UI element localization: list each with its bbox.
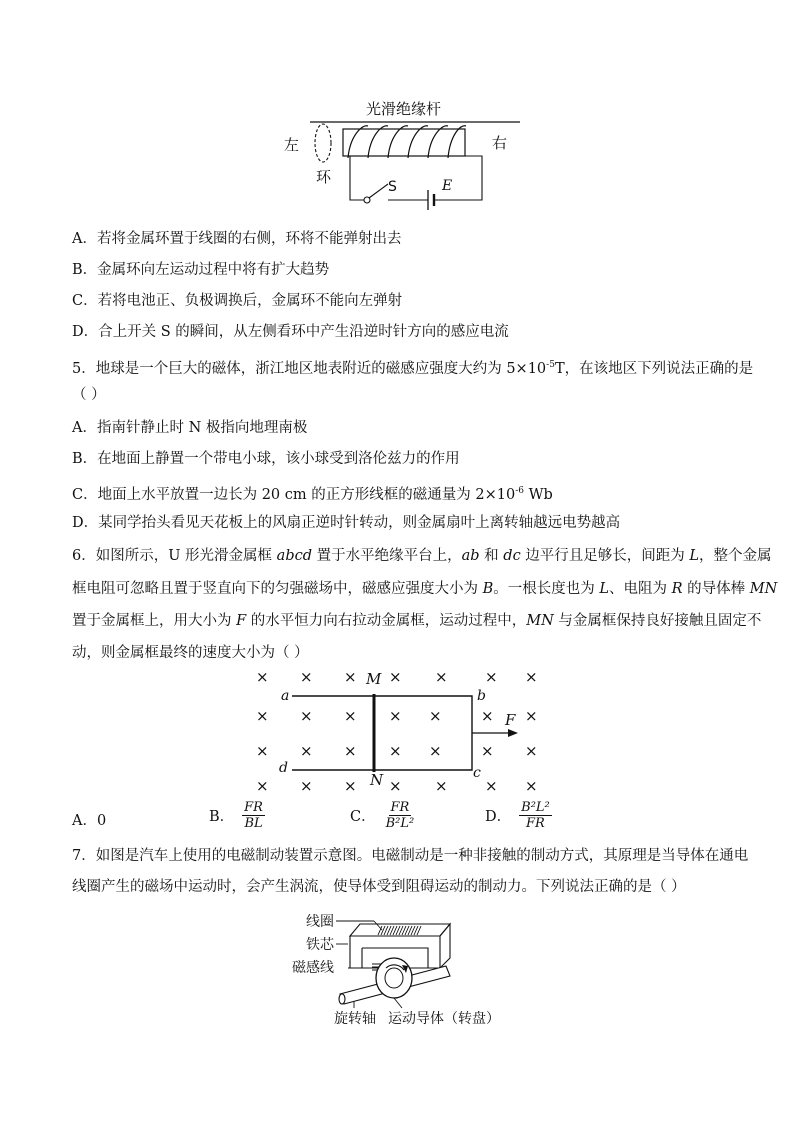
cross: × <box>344 668 357 686</box>
axle-label: 旋转轴 <box>334 1011 376 1026</box>
q7-stem-line2: 线圈产生的磁场中运动时，会产生涡流，使导体受到阻碍运动的制动力。下列说法正确的是（ ） <box>72 879 686 895</box>
q6-stem-line1: 6．如图所示，U 形光滑金属框 abcd 置于水平绝缘平台上，ab 和 dc 边平行且足够长，间距为 L，整个金属 <box>72 548 772 564</box>
cross: × <box>389 668 402 686</box>
cross: × <box>344 707 357 725</box>
label-m: M <box>366 670 382 688</box>
q6-option-b: B． $\frac{FR}{BL}$ <box>209 800 263 831</box>
ring-label: 环 <box>316 168 332 186</box>
fraction: $\frac{FR}{\text{B²L²}}$ <box>385 800 415 831</box>
coil <box>348 126 466 158</box>
metal-ring <box>315 124 331 162</box>
cross: × <box>300 742 313 760</box>
q5-option-a: A．指南针静止时 N 极指向地理南极 <box>72 420 308 436</box>
q5-stem-line2: （ ） <box>72 387 106 403</box>
cross: × <box>256 707 269 725</box>
q6-option-a: A．0 <box>72 813 107 829</box>
figure-ring-coil <box>270 96 540 211</box>
q6-stem-line2: 框电阻可忽略且置于竖直向下的匀强磁场中，磁感应强度大小为 B。一根长度也为 L、电阻为 R 的导体棒 MN <box>72 581 778 597</box>
q6-option-d: D． $\frac{\text{B²L²}}{FR}$ <box>485 800 550 831</box>
q5-option-d: D．某同学抬头看见天花板上的风扇正逆时针转动，则金属扇叶上离转轴越远电势越高 <box>72 515 621 531</box>
cross: × <box>256 777 269 795</box>
switch-label: S <box>388 179 397 195</box>
label-c: c <box>473 765 481 781</box>
rotating-disc <box>376 958 412 998</box>
cross: × <box>435 777 448 795</box>
label-a: a <box>281 688 290 704</box>
label-n: N <box>370 771 384 789</box>
q4-option-d: D．合上开关 S 的瞬间，从左侧看环中产生沿逆时针方向的感应电流 <box>72 324 509 340</box>
cross: × <box>525 777 538 795</box>
cross: × <box>256 742 269 760</box>
q6-option-c: C． $\frac{FR}{\text{B²L²}}$ <box>350 800 415 831</box>
q4-option-a: A．若将金属环置于线圈的右侧，环将不能弹射出去 <box>72 231 402 247</box>
cross: × <box>481 742 494 760</box>
q6-options <box>72 800 732 836</box>
fraction: $\frac{FR}{BL}$ <box>244 800 263 831</box>
q6-stem-line3: 置于金属框上，用大小为 F 的水平恒力向右拉动金属框，运动过程中，MN 与金属框保持良好接触且固定不 <box>72 613 762 629</box>
figure-u-frame <box>246 664 556 796</box>
switch-blade <box>369 184 388 198</box>
u-frame <box>292 696 472 770</box>
iron-core <box>343 129 465 156</box>
cross: × <box>525 668 538 686</box>
cross: × <box>525 707 538 725</box>
cross: × <box>256 668 269 686</box>
core-label: 铁芯 <box>306 937 334 953</box>
coil-windings <box>378 926 421 935</box>
cross: × <box>344 742 357 760</box>
figure-eddy-brake <box>290 906 520 1026</box>
cross: × <box>389 777 402 795</box>
battery-label: E <box>442 178 453 194</box>
cross: × <box>481 707 494 725</box>
q7-stem-line1: 7．如图是汽车上使用的电磁制动装置示意图。电磁制动是一种非接触的制动方式，其原理是当导体在通电 <box>72 848 749 864</box>
cross: × <box>485 668 498 686</box>
cross: × <box>435 668 448 686</box>
cross: × <box>389 707 402 725</box>
cross: × <box>525 742 538 760</box>
right-label: 右 <box>492 134 508 152</box>
cross: × <box>300 668 313 686</box>
cross: × <box>344 777 357 795</box>
fraction: $\frac{\text{B²L²}}{FR}$ <box>521 800 550 831</box>
q4-option-b: B．金属环向左运动过程中将有扩大趋势 <box>72 262 330 278</box>
conductor-label: 运动导体（转盘） <box>388 1011 500 1026</box>
label-d: d <box>279 760 288 776</box>
q4-option-c: C．若将电池正、负极调换后，金属环不能向左弹射 <box>72 293 403 309</box>
label-b: b <box>477 688 486 704</box>
cross: × <box>429 742 442 760</box>
q5-option-b: B．在地面上静置一个带电小球，该小球受到洛伦兹力的作用 <box>72 451 460 467</box>
cross: × <box>300 777 313 795</box>
rod-label: 光滑绝缘杆 <box>366 100 442 118</box>
cross: × <box>485 777 498 795</box>
q5-option-c: C．地面上水平放置一边长为 20 cm 的正方形线框的磁通量为 $2\times 10^{-6}$ Wb <box>72 486 553 503</box>
field-lines-label: 磁感线 <box>292 960 334 976</box>
field-crosses <box>256 668 538 795</box>
left-label: 左 <box>284 136 300 154</box>
q6-stem-line4: 动，则金属框最终的速度大小为（ ） <box>72 645 309 661</box>
cross: × <box>300 707 313 725</box>
q5-stem-line1: 5．地球是一个巨大的磁体，浙江地区地表附近的磁感应强度大约为 $5\times 10^{-5}T$，在该地区下列说法正确的是 <box>72 360 754 377</box>
cross: × <box>389 742 402 760</box>
cross: × <box>429 707 442 725</box>
label-f: F <box>505 711 516 729</box>
coil-label: 线圈 <box>306 914 334 930</box>
